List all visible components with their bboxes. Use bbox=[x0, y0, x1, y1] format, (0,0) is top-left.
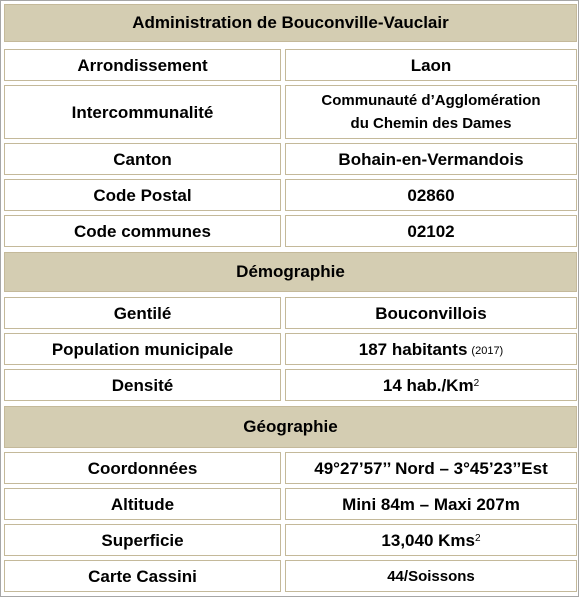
row-value: 14 hab./Km $^2$ bbox=[285, 369, 577, 401]
densite-value: 14 hab./Km bbox=[382, 375, 474, 395]
superficie-value: 13,040 Kms bbox=[381, 530, 475, 550]
table-row bbox=[4, 488, 577, 520]
table-row bbox=[4, 143, 577, 175]
row-value bbox=[285, 333, 577, 365]
population-year: (2017) bbox=[471, 344, 504, 357]
row-value: 49°27’57’’ Nord – 3°45’23’’Est bbox=[285, 452, 577, 484]
row-value: Bohain-en-Vermandois bbox=[285, 143, 577, 175]
table-row bbox=[4, 524, 577, 556]
row-label: Intercommunalité bbox=[4, 85, 281, 139]
value-line: Communauté d’Agglomération bbox=[321, 92, 541, 109]
row-label: Coordonnées bbox=[4, 452, 281, 484]
section-heading-geographie: Géographie bbox=[4, 406, 577, 448]
row-label: Gentilé bbox=[4, 297, 281, 329]
row-label: Canton bbox=[4, 143, 281, 175]
section-heading-demographie: Démographie bbox=[4, 252, 577, 292]
row-value: Bouconvillois bbox=[285, 297, 577, 329]
table-row bbox=[4, 369, 577, 401]
row-label: Carte Cassini bbox=[4, 560, 281, 592]
value-line: du Chemin des Dames bbox=[350, 115, 512, 132]
row-label: Code communes bbox=[4, 215, 281, 247]
row-value: 13,040 Kms $^2$ bbox=[285, 524, 577, 556]
row-value: 02102 bbox=[285, 215, 577, 247]
row-label: Population municipale bbox=[4, 333, 281, 365]
table-row bbox=[4, 297, 577, 329]
table-row bbox=[4, 452, 577, 484]
row-value: 44/Soissons bbox=[285, 560, 577, 592]
row-label: Altitude bbox=[4, 488, 281, 520]
row-label: Densité bbox=[4, 369, 281, 401]
table-row bbox=[4, 85, 577, 139]
section-row bbox=[4, 406, 577, 448]
table-row bbox=[4, 179, 577, 211]
table-row bbox=[4, 215, 577, 247]
row-label: Arrondissement bbox=[4, 49, 281, 81]
section-row bbox=[4, 252, 577, 292]
row-value: Laon bbox=[285, 49, 577, 81]
row-value bbox=[285, 85, 577, 139]
table-row bbox=[4, 560, 577, 592]
population-value: 187 habitants bbox=[358, 339, 468, 359]
table-row bbox=[4, 49, 577, 81]
row-label: Superficie bbox=[4, 524, 281, 556]
row-value: 02860 bbox=[285, 179, 577, 211]
row-value: Mini 84m – Maxi 207m bbox=[285, 488, 577, 520]
title-row bbox=[4, 4, 577, 42]
row-label: Code Postal bbox=[4, 179, 281, 211]
table-title: Administration de Bouconville-Vauclair bbox=[4, 4, 577, 42]
table-row bbox=[4, 333, 577, 365]
